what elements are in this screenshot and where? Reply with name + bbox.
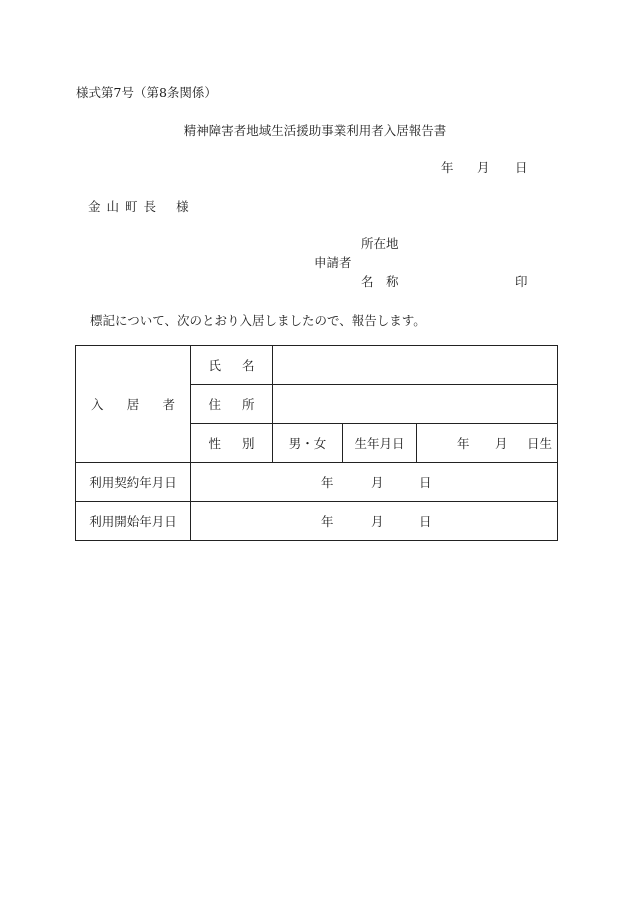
gender-label-cell [191,424,273,463]
resident-label: 入 居 者 [91,397,175,412]
addressee-char: 町 [125,199,138,214]
address-label-cell [191,385,273,424]
date-year-label: 年 [441,160,454,175]
name-label-cell [191,346,273,385]
addressee-char: 山 [106,199,120,214]
document-title: 精神障害者地域生活援助事業利用者入居報告書 [183,123,447,138]
applicant-name-label: 名 称 [361,274,399,289]
start-day-label: 日 [419,514,432,529]
address-field[interactable] [273,385,558,424]
name-label: 氏 名 [208,358,255,373]
contract-date-label: 利用契約年月日 [76,463,191,502]
birth-month-label: 月 [495,436,508,451]
report-statement: 標記について、次のとおり入居しましたので、報告します。 [90,313,426,328]
address-label: 住 所 [208,397,255,412]
date-day-label: 日 [515,160,528,175]
start-date-field[interactable] [191,502,558,541]
contract-year-label: 年 [321,475,334,490]
addressee [88,197,189,215]
addressee-char: 長 [143,199,157,214]
start-month-label: 月 [371,514,384,529]
resident-report-table [75,345,558,541]
birthdate-label: 生年月日 [343,424,417,463]
form-number: 様式第7号（第8条関係） [76,85,217,100]
date-month-label: 月 [477,160,490,175]
applicant-label: 申請者 [314,255,352,270]
applicant-address-label: 所在地 [361,236,399,251]
birth-year-label: 年 [457,436,470,451]
contract-date-field[interactable] [191,463,558,502]
start-year-label: 年 [321,514,334,529]
start-date-label: 利用開始年月日 [76,502,191,541]
name-field[interactable] [273,346,558,385]
gender-options-field[interactable]: 男・女 [273,424,343,463]
seal-label: 印 [515,274,528,289]
birthdate-field[interactable] [417,424,558,463]
gender-label: 性 別 [208,436,255,451]
addressee-honorific: 様 [176,199,189,214]
submission-date [441,158,528,176]
contract-day-label: 日 [419,475,432,490]
addressee-char: 金 [88,199,101,214]
resident-header-cell [76,346,191,463]
contract-month-label: 月 [371,475,384,490]
birth-day-label: 日生 [527,436,553,451]
